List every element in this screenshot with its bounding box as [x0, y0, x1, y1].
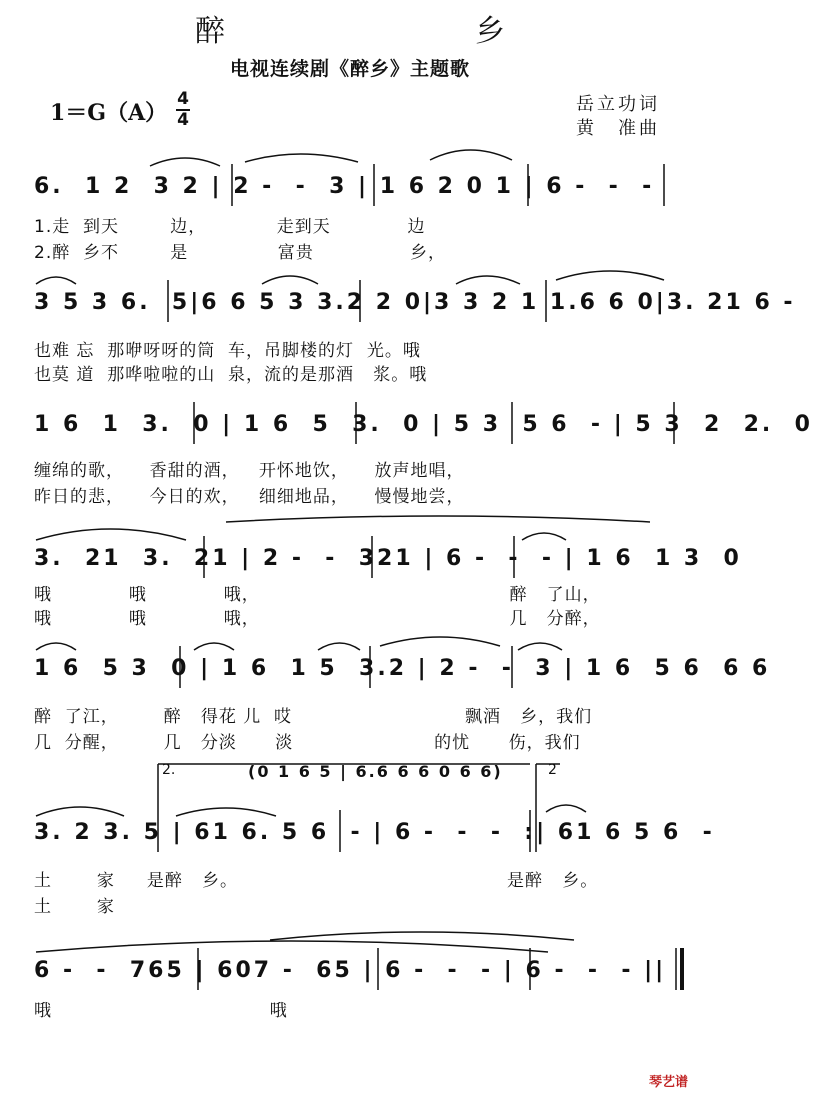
lyric-line-2-verse-2: 也莫 道 那哗啦啦的山 泉，流的是那酒 浆。哦 — [34, 365, 428, 385]
slur — [36, 941, 548, 952]
notation-line-7: 6 - - 765 | 607 - 65 | 6 - - - | 6 - - - || — [34, 958, 667, 983]
song-subtitle: 电视连续剧《醉乡》主题歌 — [229, 58, 470, 80]
lyric-line-7: 哦 哦 — [34, 1001, 288, 1021]
time-signature-top: 4 — [177, 89, 189, 109]
notation-line-4: 3. 21 3. 21 | 2 - - 321 | 6 - - - | 1 6 1 3 0 — [34, 546, 742, 571]
lyric-line-1-verse-2: 2.醉 乡不 是 富贵 乡， — [34, 243, 446, 263]
bracketed-fill: (0 1 6 5 | 6.6 6 6 0 6 6) — [248, 762, 503, 781]
key-signature: 1＝G（A） — [50, 100, 168, 126]
slur — [556, 271, 664, 280]
slur — [150, 158, 220, 166]
composer-credit: 黄 准曲 — [576, 118, 660, 139]
volta-ending-2: 2 — [548, 762, 557, 778]
slur — [262, 276, 318, 284]
lyric-line-6-verse-2: 土 家 — [34, 897, 115, 917]
lyric-line-4-verse-1: 哦 哦 哦， 醉 了山， — [34, 585, 601, 605]
notation-line-1: 6. 1 2 3 2 | 2 - - 3 | 1 6 2 0 1 | 6 - - - — [34, 174, 655, 199]
slur — [456, 276, 520, 284]
lyricist-credit: 岳立功词 — [576, 94, 660, 115]
tie — [270, 932, 574, 940]
notation-line-2: 3 5 3 6. 5|6 6 5 3 3.2 2 0|3 3 2 1 1.6 6 0|3. 21 6 - — [34, 290, 796, 315]
notation-line-6: 3. 2 3. 5 | 61 6. 5 6 - | 6 - - - :| 61 6 5 6 - — [34, 820, 715, 845]
slur — [36, 643, 76, 650]
notation-line-5: 1 6 5 3 0 | 1 6 1 5 3.2 | 2 - - 3 | 1 6 5 6 6 6 — [34, 656, 771, 681]
lyric-line-2-verse-1: 也难 忘 那咿呀呀的筒 车，吊脚楼的灯 光。哦 — [34, 341, 421, 361]
lyric-line-5-verse-2: 几 分醒， 几 分淡 淡 的忧 伤，我们 — [34, 733, 581, 753]
slur — [194, 643, 234, 650]
lyric-line-3-verse-1: 缠绵的歌， 香甜的酒， 开怀地饮， 放声地唱， — [34, 461, 465, 481]
slur — [176, 808, 276, 816]
slur — [546, 805, 586, 812]
lyric-line-4-verse-2: 哦 哦 哦， 几 分醉， — [34, 609, 601, 629]
notation-line-3: 1 6 1 3. 0 | 1 6 5 3. 0 | 5 3 5 6 - | 5 3 2 2. 0 — [34, 412, 813, 437]
volta-ending-1: 2. — [162, 762, 176, 778]
lyric-line-5-verse-1: 醉 了江， 醉 得花 儿 哎 飘酒 乡，我们 — [34, 707, 593, 727]
lyric-line-6-verse-1: 土 家 是醉 乡。 是醉 乡。 — [34, 871, 599, 891]
slur — [245, 154, 358, 162]
lyric-line-1-verse-1: 1.走 到天 边， 走到天 边 — [34, 217, 426, 237]
time-signature-bottom: 4 — [177, 110, 189, 130]
slur — [36, 529, 186, 540]
slur — [36, 807, 124, 816]
slur — [36, 277, 76, 284]
slur — [380, 637, 500, 646]
slur — [430, 150, 512, 160]
song-title: 醉 乡 — [195, 14, 615, 49]
lyric-line-3-verse-2: 昨日的悲， 今日的欢， 细细地品， 慢慢地尝， — [34, 487, 465, 507]
tie — [226, 516, 650, 522]
slur — [318, 643, 360, 650]
slur — [518, 643, 562, 650]
watermark-logo: 琴艺谱 — [648, 1075, 688, 1090]
slur — [522, 533, 566, 540]
